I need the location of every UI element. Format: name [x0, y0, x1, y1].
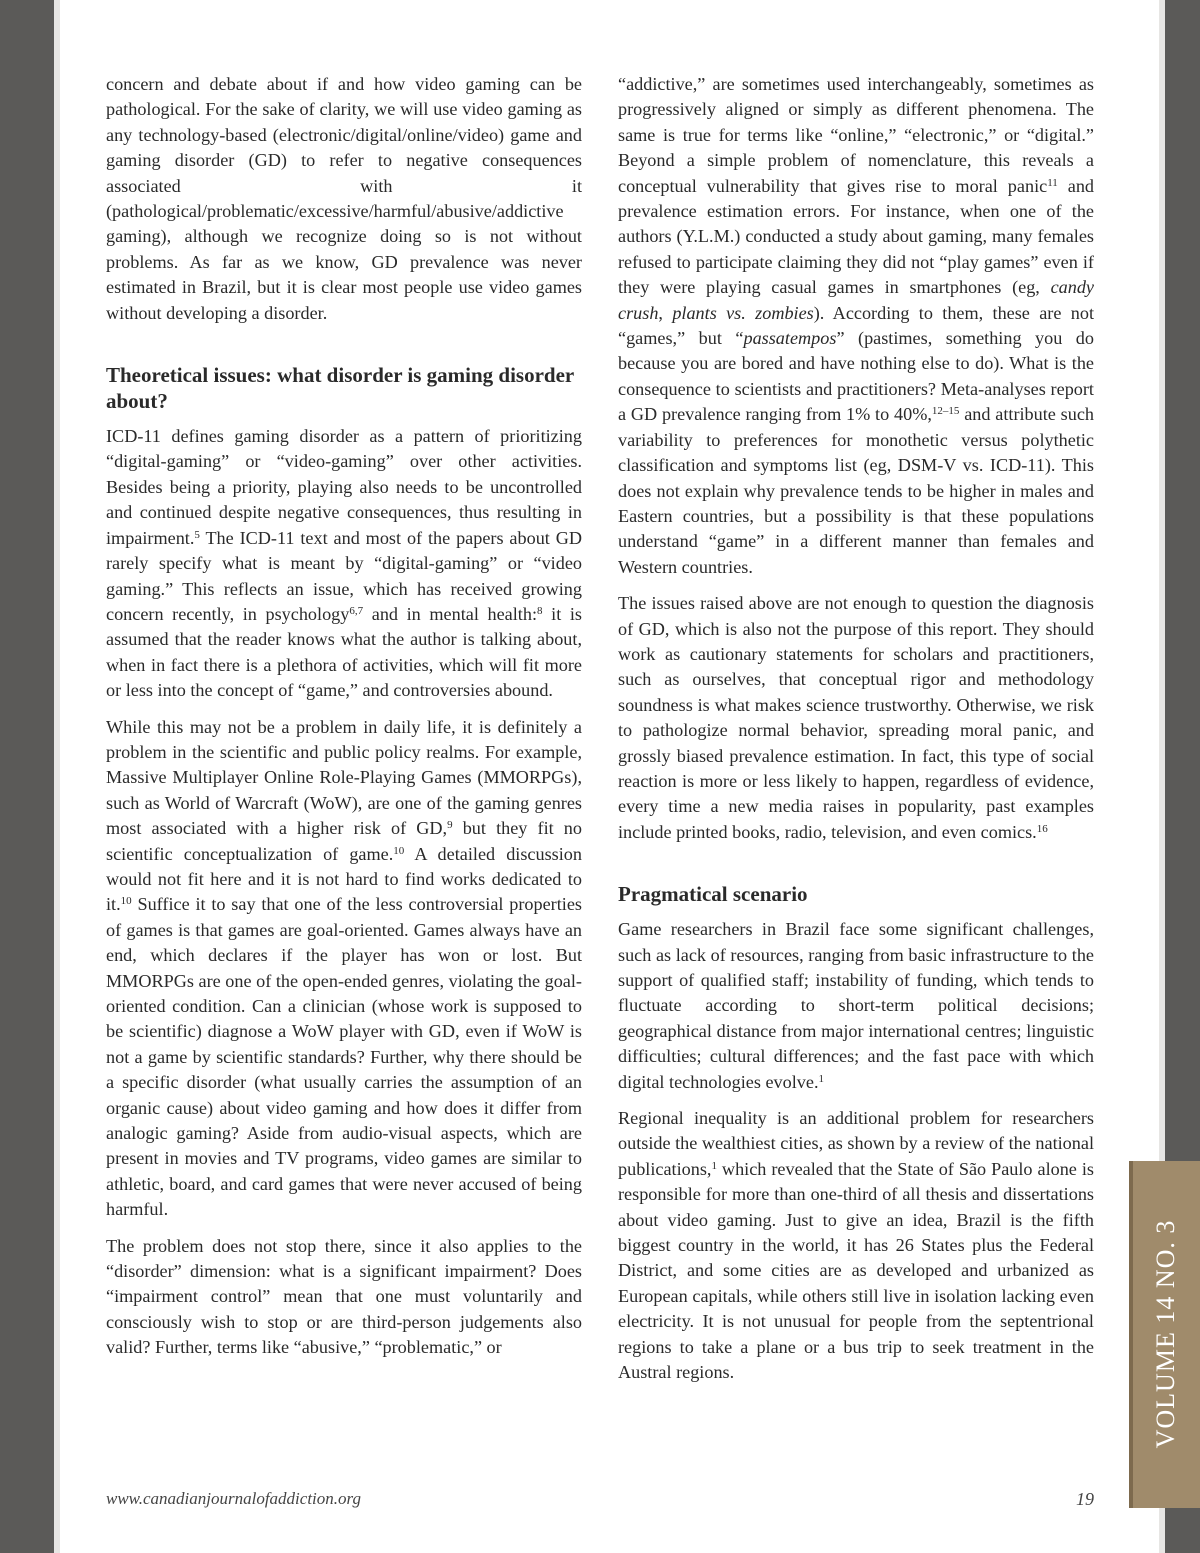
- section-heading: Pragmatical scenario: [618, 882, 808, 907]
- reference-marker: 10: [120, 895, 132, 908]
- paragraph: “addictive,” are sometimes used interchangeably, sometimes as progressively aligned or simply as different phenomena. The same is true for terms like “online,” “electronic,” or “digital.” Beyond a simple problem of nomenclature, this reveals a conceptual vulnerability that gives rise to moral panic$^{11}$ and prevalence estimation errors. For instance, when one of the authors (Y.L.M.) conducted a study about gaming, many females refused to participate claiming they did not “play games” even if they were playing casual games in smartphones (eg, candy crush, plants vs. zombies). According to them, these are not “games,” but “passatempos” (pastimes, something you do because you are bored and have nothing else to do). What is the consequence to scientists and practitioners? Meta-analyses report a GD prevalence ranging from 1% to 40%,$^{12-15}$ and attribute such variability to preferences for monothetic versus polythetic classification and symptoms list (eg, DSM-V vs. ICD-11). This does not explain why prevalence tends to be higher in males and Eastern countries, but a possibility is that these populations understand “game” in a different manner than females and Western countries.: [618, 74, 1095, 577]
- reference-marker: 5: [194, 528, 200, 541]
- left-margin-stripe: [54, 0, 60, 1553]
- section-heading: Theoretical issues: what disorder is gaming disorder about?: [106, 363, 574, 414]
- paragraph: concern and debate about if and how video gaming can be pathological. For the sake of clarity, we will use video gaming as any technology-based (electronic/digital/online/video) game and gaming disorder (GD) to refer to negative consequences associated with it (pathological/problematic/excessive/harmful/abusive/addictive gaming), although we recognize doing so is not without problems. As far as we know, GD prevalence was never estimated in Brazil, but it is clear most people use video games without developing a disorder.: [106, 74, 582, 323]
- reference-marker: 8: [537, 604, 543, 617]
- right-column: [618, 72, 1094, 1397]
- paragraph: The problem does not stop there, since it also applies to the “disorder” dimension: what is a significant impairment? Does “impairment control” mean that one must voluntarily and consciously wish to stop or are third-person judgements also valid? Further, terms like “abusive,” “problematic,” or: [106, 1235, 582, 1358]
- reference-marker: 16: [1036, 822, 1048, 835]
- paragraph: ICD-11 defines gaming disorder as a pattern of prioritizing “digital-gaming” or “video-gaming” over other activities. Besides being a priority, playing also needs to be uncontrolled and continued despite negative consequences, thus resulting in impairment.$^5$ The ICD-11 text and most of the papers about GD rarely specify what is meant by “digital-gaming” or “video gaming.” This reflects an issue, which has received growing concern recently, in psychology$^{6,7}$ and in mental health:$^8$ it is assumed that the reader knows what the author is talking about, when in fact there is a plethora of activities, which will fit more or less into the concept of “game,” and controversies abound.: [106, 426, 582, 701]
- reference-marker: 10: [393, 844, 405, 857]
- reference-marker: 12–15: [931, 405, 960, 418]
- left-column: [106, 72, 582, 1372]
- paragraph: While this may not be a problem in daily life, it is definitely a problem in the scientific and public policy realms. For example, Massive Multiplayer Online Role-Playing Games (MMORPGs), such as World of Warcraft (WoW), are one of the gaming genres most associated with a higher risk of GD,$^9$ but they fit no scientific conceptualization of game.$^{10}$ A detailed discussion would not fit here and it is not hard to find works dedicated to it.$^{10}$ Suffice it to say that one of the less controversial properties of games is that games are goal-oriented. Games always have an end, which declares if the player has won or lost. But MMORPGs are one of the open-ended genres, violating the goal-oriented condition. Can a clinician (whose work is supposed to be scientific) diagnose a WoW player with GD, even if WoW is not a game by scientific standards? Further, why there should be a specific disorder (what usually carries the assumption of an organic cause) about video gaming and how does it differ from analogic gaming? Aside from audio-visual aspects, which are present in movies and TV programs, video games are similar to athletic, board, and card games that were never accused of being harmful.: [106, 716, 582, 1220]
- journal-url[interactable]: www.canadianjournalofaddiction.org: [106, 1489, 362, 1508]
- paragraph: Regional inequality is an additional problem for researchers outside the wealthiest cities, as shown by a review of the national publications,$^1$ which revealed that the State of São Paulo alone is responsible for more than one-third of all thesis and dissertations about video gaming. Just to give an idea, Brazil is the fifth biggest country in the world, it has 26 States plus the Federal District, and some cities are as developed and urbanized as European capitals, while others still live in isolation lacking even electricity. It is not unusual for people from the septentrional regions to take a plane or a bus trip to seek treatment in the Austral regions.: [618, 1108, 1094, 1383]
- reference-marker: 6,7: [349, 604, 364, 617]
- reference-marker: 1: [711, 1159, 717, 1172]
- reference-marker: 9: [447, 819, 453, 832]
- volume-label: VOLUME 14 NO. 3: [1151, 1219, 1180, 1449]
- paragraph: Game researchers in Brazil face some significant challenges, such as lack of resources, ranging from basic infrastructure to the support of qualified staff; instability of funding, which tends to fluctuate according to short-term political decisions; geographical distance from major international centres; linguistic difficulties; cultural differences; and the fast pace with which digital technologies evolve.$^1$: [618, 919, 1094, 1092]
- paragraph: The issues raised above are not enough to question the diagnosis of GD, which is also not the purpose of this report. They should work as cautionary statements for scholars and practitioners, such as ourselves, that conceptual rigor and methodology soundness is what makes science trustworthy. Otherwise, we risk to pathologize normal behavior, spreading moral panic, and grossly biased prevalence estimation. In fact, this type of social reaction is more or less likely to happen, regardless of evidence, every time a new media raises in popularity, past examples include printed books, radio, television, and even comics.$^{16}$: [618, 593, 1094, 842]
- left-margin-bar: [0, 0, 54, 1553]
- page-number: 19: [1076, 1489, 1094, 1509]
- reference-marker: 1: [818, 1072, 825, 1085]
- reference-marker: 11: [1047, 176, 1058, 189]
